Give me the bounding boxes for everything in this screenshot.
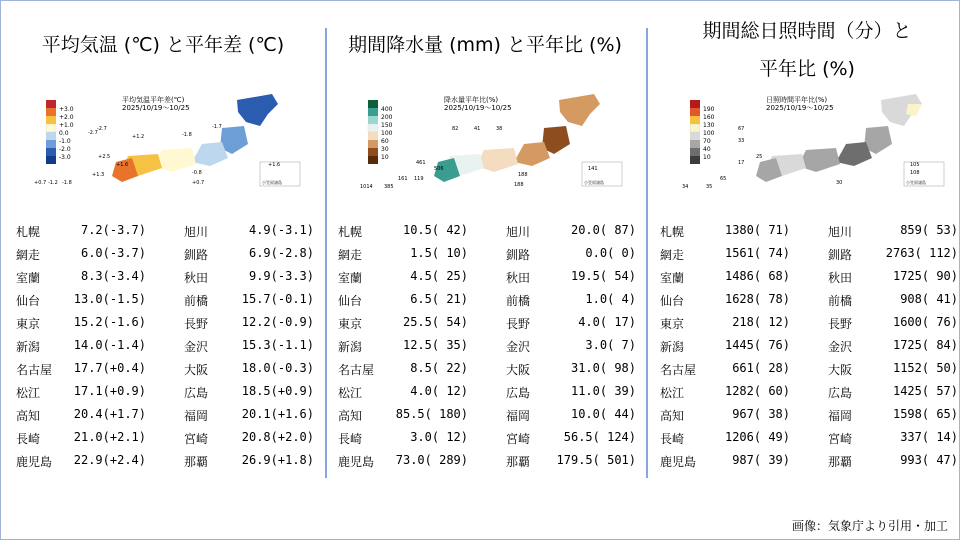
map-legend: [46, 100, 74, 164]
table-row: 仙台 13.0(-1.5) 前橋 15.7(-0.1): [16, 292, 314, 308]
legend-label: 30: [381, 146, 389, 153]
table-row: 札幌 10.5( 42) 旭川 20.0( 87): [338, 223, 636, 239]
table-row: 松江 1282( 60) 広島 1425( 57): [660, 384, 958, 400]
table-row: 長崎 3.0( 12) 宮崎 56.5( 124): [338, 430, 636, 446]
map-annotation: 65: [720, 176, 727, 182]
table-row: 名古屋 17.7(+0.4) 大阪 18.0(-0.3): [16, 361, 314, 377]
map-annotation: 35: [706, 184, 713, 190]
legend-label: +3.0: [59, 106, 74, 113]
map-annotation: 1014: [360, 184, 373, 190]
table-row: 札幌 1380( 71) 旭川 859( 53): [660, 223, 958, 239]
panel-title: 期間降水量 (mm) と平年比 (%): [348, 34, 622, 56]
table-row: 高知 85.5( 180) 福岡 10.0( 44): [338, 407, 636, 423]
map-annotation: -0.8: [192, 170, 202, 176]
map-annotation: 108: [910, 170, 920, 176]
table-row: 室蘭 4.5( 25) 秋田 19.5( 54): [338, 269, 636, 285]
legend-label: 10: [381, 154, 389, 161]
table-row: 長崎 1206( 49) 宮崎 337( 14): [660, 430, 958, 446]
map-period: 2025/10/19～10/25: [766, 104, 834, 112]
map-period: 2025/10/19～10/25: [122, 104, 190, 112]
map-caption: 平均気温平年差(℃): [122, 96, 185, 104]
panel-title-line2: 平年比 (%): [759, 58, 855, 80]
table-row: 新潟 12.5( 35) 金沢 3.0( 7): [338, 338, 636, 354]
map-annotation: 188: [518, 172, 528, 178]
map-annotation: 119: [414, 176, 424, 182]
legend-label: +2.0: [59, 114, 74, 121]
map-annotation: 461: [416, 160, 426, 166]
map-annotation: 41: [474, 126, 481, 132]
map-annotation: -2.7: [88, 130, 98, 136]
map-annotation: +1.6: [268, 162, 281, 168]
legend-label: -2.0: [59, 146, 71, 153]
map-annotation: -1.2: [48, 180, 58, 186]
map-annotation: 38: [496, 126, 503, 132]
legend-label: +1.0: [59, 122, 74, 129]
map-annotation: 30: [836, 180, 843, 186]
map-annotation: 17: [738, 160, 745, 166]
table-row: 高知 967( 38) 福岡 1598( 65): [660, 407, 958, 423]
map-annotation: 385: [384, 184, 394, 190]
map-annotation: +1.3: [92, 172, 105, 178]
table-row: 東京 218( 12) 長野 1600( 76): [660, 315, 958, 331]
inset-label: 小笠原諸島: [906, 180, 926, 185]
map-annotation: +2.5: [98, 154, 111, 160]
map-legend: [690, 100, 715, 164]
precipitation-panel: [326, 0, 644, 540]
table-row: 松江 4.0( 12) 広島 11.0( 39): [338, 384, 636, 400]
map-annotation: 33: [738, 138, 745, 144]
map-caption: 降水量平年比(%): [444, 96, 499, 104]
map-annotation: +0.7: [192, 180, 205, 186]
legend-label: 190: [703, 106, 715, 113]
map-annotation: +1.2: [132, 134, 145, 140]
table-row: 札幌 7.2(-3.7) 旭川 4.9(-3.1): [16, 223, 314, 239]
table-row: 新潟 1445( 76) 金沢 1725( 84): [660, 338, 958, 354]
map-annotation: -1.8: [62, 180, 72, 186]
sunshine-ratio-map: [676, 92, 956, 194]
table-row: 鹿児島 987( 39) 那覇 993( 47): [660, 453, 958, 469]
map-annotation: -1.8: [182, 132, 192, 138]
legend-label: 70: [703, 138, 711, 145]
table-row: 鹿児島 73.0( 289) 那覇 179.5( 501): [338, 453, 636, 469]
legend-label: -1.0: [59, 138, 71, 145]
table-row: 東京 25.5( 54) 長野 4.0( 17): [338, 315, 636, 331]
map-annotation: +1.6: [116, 162, 129, 168]
legend-label: 100: [703, 130, 715, 137]
table-row: 室蘭 1486( 68) 秋田 1725( 90): [660, 269, 958, 285]
legend-label: 60: [381, 138, 389, 145]
legend-label: 10: [703, 154, 711, 161]
inset-label: 小笠原諸島: [584, 180, 604, 185]
precipitation-ratio-map: [354, 92, 634, 194]
map-annotation: 82: [452, 126, 459, 132]
map-annotation: 161: [398, 176, 408, 182]
precipitation-table: [326, 219, 644, 472]
table-row: 高知 20.4(+1.7) 福岡 20.1(+1.6): [16, 407, 314, 423]
table-row: 網走 6.0(-3.7) 釧路 6.9(-2.8): [16, 246, 314, 262]
map-annotation: 506: [434, 166, 444, 172]
map-period: 2025/10/19～10/25: [444, 104, 512, 112]
inset-label: 小笠原諸島: [262, 180, 282, 185]
map-annotation: 105: [910, 162, 920, 168]
image-credit: 画像：気象庁より引用・加工: [791, 519, 948, 533]
map-annotation: 188: [514, 182, 524, 188]
table-row: 松江 17.1(+0.9) 広島 18.5(+0.9): [16, 384, 314, 400]
panel-title: 期間総日照時間（分）と: [702, 20, 912, 42]
map-caption: 日照時間平年比(%): [766, 96, 828, 104]
temperature-anomaly-map: [32, 92, 312, 194]
temperature-table: [4, 219, 322, 472]
table-row: 網走 1561( 74) 釧路 2763( 112): [660, 246, 958, 262]
legend-label: 130: [703, 122, 715, 129]
table-row: 網走 1.5( 10) 釧路 0.0( 0): [338, 246, 636, 262]
legend-label: 400: [381, 106, 393, 113]
table-row: 室蘭 8.3(-3.4) 秋田 9.9(-3.3): [16, 269, 314, 285]
legend-label: 0.0: [59, 130, 69, 137]
table-row: 新潟 14.0(-1.4) 金沢 15.3(-1.1): [16, 338, 314, 354]
map-annotation: 34: [682, 184, 689, 190]
legend-label: 160: [703, 114, 715, 121]
table-row: 東京 15.2(-1.6) 長野 12.2(-0.9): [16, 315, 314, 331]
table-row: 仙台 6.5( 21) 前橋 1.0( 4): [338, 292, 636, 308]
map-annotation: -2.7: [97, 126, 107, 132]
table-row: 名古屋 8.5( 22) 大阪 31.0( 98): [338, 361, 636, 377]
table-row: 鹿児島 22.9(+2.4) 那覇 26.9(+1.8): [16, 453, 314, 469]
legend-label: -3.0: [59, 154, 71, 161]
legend-label: 200: [381, 114, 393, 121]
map-legend: [368, 100, 393, 164]
panel-title: 平均気温 (℃) と平年差 (℃): [41, 34, 285, 56]
map-annotation: 67: [738, 126, 745, 132]
legend-label: 150: [381, 122, 393, 129]
map-annotation: -1.7: [212, 124, 222, 130]
map-annotation: 141: [588, 166, 598, 172]
sunshine-panel: [648, 0, 960, 540]
table-row: 長崎 21.0(+2.1) 宮崎 20.8(+2.0): [16, 430, 314, 446]
sunshine-table: [648, 219, 960, 472]
legend-label: 40: [703, 146, 711, 153]
map-annotation: 25: [756, 154, 763, 160]
legend-label: 100: [381, 130, 393, 137]
temperature-panel: [4, 0, 322, 540]
table-row: 名古屋 661( 28) 大阪 1152( 50): [660, 361, 958, 377]
map-annotation: +0.7: [34, 180, 47, 186]
table-row: 仙台 1628( 78) 前橋 908( 41): [660, 292, 958, 308]
